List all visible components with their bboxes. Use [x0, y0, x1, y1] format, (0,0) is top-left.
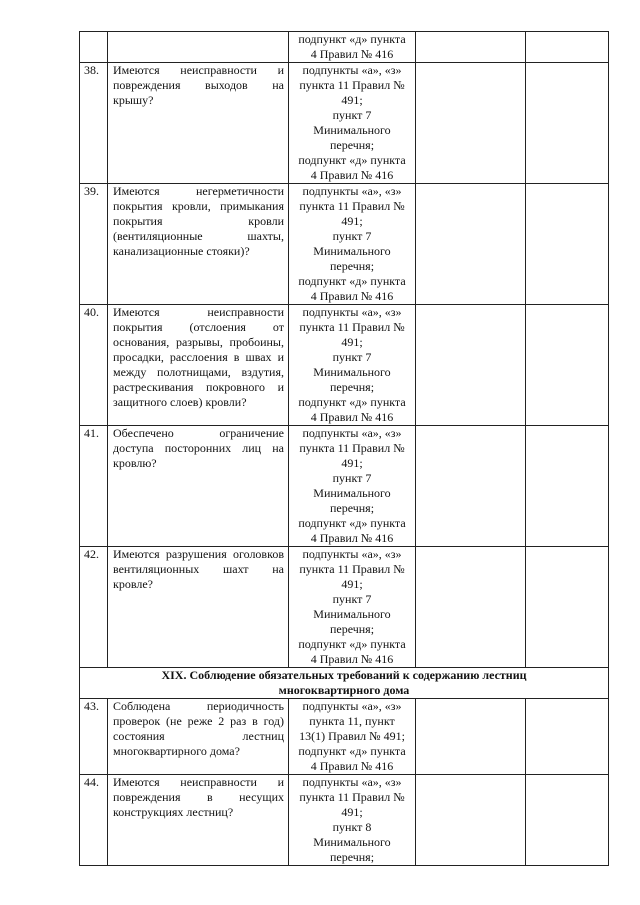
checklist-table — [79, 31, 609, 866]
table-row — [80, 775, 609, 866]
legal-reference-line: пункта 11 Правил № — [299, 78, 405, 92]
question-text — [108, 32, 289, 63]
answer-cell — [416, 547, 526, 668]
legal-reference — [289, 305, 416, 426]
legal-reference-line: подпункт «д» пункта — [298, 637, 406, 651]
legal-reference-line: подпункты «а», «з» — [302, 63, 402, 77]
note-cell — [526, 184, 609, 305]
legal-reference-line: перечня; — [329, 259, 375, 273]
legal-reference-line: 491; — [341, 214, 363, 228]
legal-reference-line: пункта 11 Правил № — [299, 562, 405, 576]
item-number: 44. — [80, 775, 108, 866]
table-row — [80, 305, 609, 426]
legal-reference-line: 4 Правил № 416 — [310, 652, 394, 666]
section-heading — [80, 668, 609, 699]
legal-reference-line: Минимального — [313, 365, 391, 379]
legal-reference-line: пункт 7 — [332, 471, 372, 485]
legal-reference-line: пункт 7 — [332, 108, 372, 122]
legal-reference-line: подпункт «д» пункта — [298, 153, 406, 167]
table-row — [80, 63, 609, 184]
section-row — [80, 668, 609, 699]
question-text: Имеются неисправности покрытия (отслоения от основания, разрывы, пробоины, просадки, расслоения в швах и между полотнищами, вздутия, растрескивания покровного и защитного слоев) кровли? — [108, 305, 289, 426]
table-row — [80, 699, 609, 775]
legal-reference-line: Минимального — [313, 244, 391, 258]
item-number: 43. — [80, 699, 108, 775]
legal-reference-line: перечня; — [329, 850, 375, 864]
legal-reference — [289, 699, 416, 775]
question-text: Соблюдена периодичность проверок (не реже 2 раз в год) состояния лестниц многоквартирного дома? — [108, 699, 289, 775]
note-cell — [526, 547, 609, 668]
item-number — [80, 32, 108, 63]
note-cell — [526, 305, 609, 426]
legal-reference-line: подпункт «д» пункта — [298, 395, 406, 409]
legal-reference — [289, 775, 416, 866]
note-cell — [526, 699, 609, 775]
legal-reference-line: подпункт «д» пункта — [298, 32, 406, 46]
legal-reference-line: подпункты «а», «з» — [302, 184, 402, 198]
legal-reference-line: перечня; — [329, 501, 375, 515]
note-cell — [526, 32, 609, 63]
legal-reference-line: 491; — [341, 456, 363, 470]
legal-reference-line: Минимального — [313, 835, 391, 849]
legal-reference-line: 4 Правил № 416 — [310, 168, 394, 182]
legal-reference-line: подпункты «а», «з» — [302, 305, 402, 319]
checklist-page — [79, 31, 608, 866]
legal-reference-line: Минимального — [313, 607, 391, 621]
legal-reference-line: подпункт «д» пункта — [298, 274, 406, 288]
legal-reference-line: 4 Правил № 416 — [310, 759, 394, 773]
section-heading-line1: XIX. Соблюдение обязательных требований к содержанию лестниц — [161, 668, 527, 682]
legal-reference-line: подпункты «а», «з» — [302, 426, 402, 440]
table-row — [80, 32, 609, 63]
legal-reference-line: 4 Правил № 416 — [310, 531, 394, 545]
legal-reference — [289, 547, 416, 668]
legal-reference-line: 4 Правил № 416 — [310, 47, 394, 61]
legal-reference-line: пункта 11 Правил № — [299, 790, 405, 804]
legal-reference-line: пункта 11 Правил № — [299, 320, 405, 334]
table-row — [80, 184, 609, 305]
legal-reference-line: перечня; — [329, 622, 375, 636]
note-cell — [526, 63, 609, 184]
legal-reference-line: 491; — [341, 335, 363, 349]
legal-reference-line: подпункты «а», «з» — [302, 547, 402, 561]
table-row — [80, 426, 609, 547]
answer-cell — [416, 699, 526, 775]
note-cell — [526, 426, 609, 547]
legal-reference-line: подпункт «д» пункта — [298, 744, 406, 758]
item-number: 40. — [80, 305, 108, 426]
legal-reference-line: пункт 7 — [332, 592, 372, 606]
answer-cell — [416, 63, 526, 184]
table-row — [80, 547, 609, 668]
legal-reference-line: пункта 11 Правил № — [299, 441, 405, 455]
legal-reference-line: Минимального — [313, 123, 391, 137]
legal-reference-line: пункт 7 — [332, 229, 372, 243]
legal-reference — [289, 63, 416, 184]
item-number: 38. — [80, 63, 108, 184]
legal-reference-line: пункт 8 — [332, 820, 372, 834]
question-text: Имеются разрушения оголовков вентиляционных шахт на кровле? — [108, 547, 289, 668]
legal-reference-line: 491; — [341, 805, 363, 819]
legal-reference-line: подпункт «д» пункта — [298, 516, 406, 530]
legal-reference-line: подпункты «а», «з» — [302, 775, 402, 789]
legal-reference-line: пункта 11, пункт — [309, 714, 395, 728]
section-heading-line2: многоквартирного дома — [278, 683, 410, 697]
legal-reference — [289, 184, 416, 305]
answer-cell — [416, 184, 526, 305]
legal-reference-line: 13(1) Правил № 491; — [299, 729, 405, 743]
legal-reference-line: перечня; — [329, 138, 375, 152]
legal-reference-line: 491; — [341, 577, 363, 591]
legal-reference — [289, 32, 416, 63]
legal-reference-line: Минимального — [313, 486, 391, 500]
answer-cell — [416, 775, 526, 866]
answer-cell — [416, 32, 526, 63]
legal-reference-line: перечня; — [329, 380, 375, 394]
legal-reference-line: подпункты «а», «з» — [302, 699, 402, 713]
question-text: Имеются неисправности и повреждения в несущих конструкциях лестниц? — [108, 775, 289, 866]
legal-reference-line: 4 Правил № 416 — [310, 289, 394, 303]
item-number: 42. — [80, 547, 108, 668]
note-cell — [526, 775, 609, 866]
legal-reference-line: пункт 7 — [332, 350, 372, 364]
question-text: Обеспечено ограничение доступа посторонних лиц на кровлю? — [108, 426, 289, 547]
answer-cell — [416, 305, 526, 426]
legal-reference-line: 491; — [341, 93, 363, 107]
item-number: 41. — [80, 426, 108, 547]
question-text: Имеются неисправности и повреждения выходов на крышу? — [108, 63, 289, 184]
legal-reference-line: 4 Правил № 416 — [310, 410, 394, 424]
legal-reference — [289, 426, 416, 547]
legal-reference-line: пункта 11 Правил № — [299, 199, 405, 213]
item-number: 39. — [80, 184, 108, 305]
answer-cell — [416, 426, 526, 547]
question-text: Имеются негерметичности покрытия кровли, примыкания покрытия кровли (вентиляционные шахты, канализационные стояки)? — [108, 184, 289, 305]
